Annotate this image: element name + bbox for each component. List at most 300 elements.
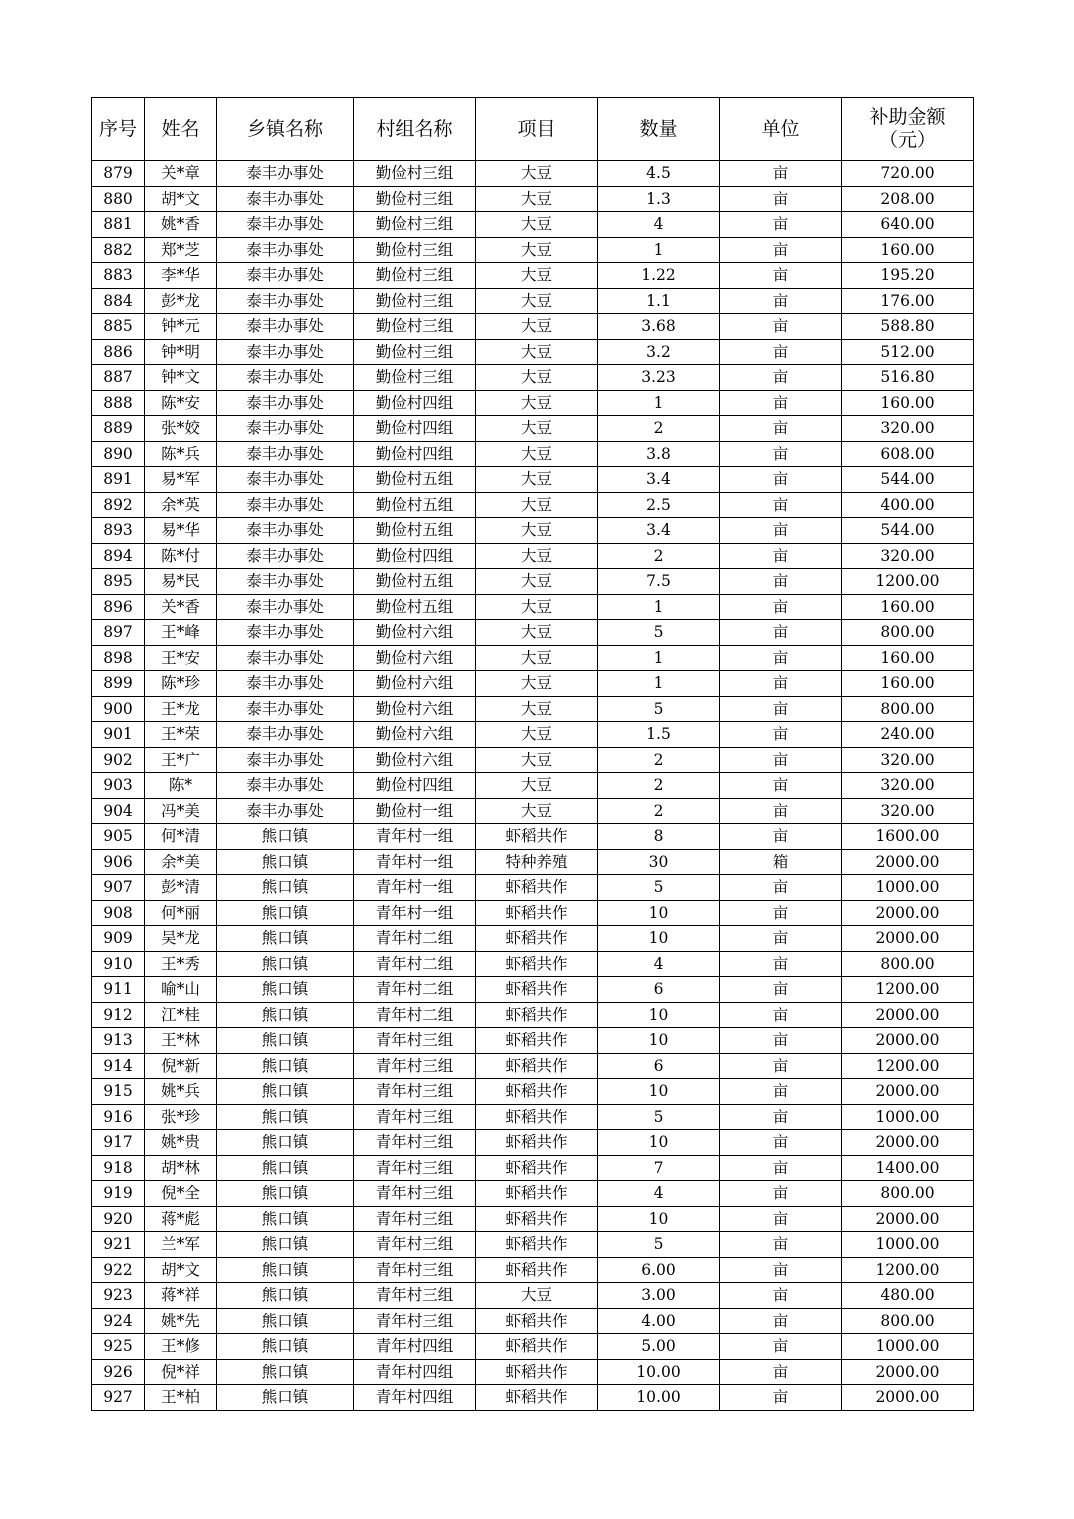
cell-name: 倪*祥 bbox=[145, 1359, 217, 1385]
cell-subsidy-amount: 2000.00 bbox=[842, 1130, 974, 1156]
cell-subsidy-amount: 640.00 bbox=[842, 212, 974, 238]
cell-subsidy-amount: 2000.00 bbox=[842, 900, 974, 926]
cell-township: 泰丰办事处 bbox=[217, 773, 354, 799]
cell-village-group: 勤俭村五组 bbox=[354, 594, 476, 620]
cell-project: 大豆 bbox=[476, 237, 598, 263]
cell-village-group: 青年村三组 bbox=[354, 1079, 476, 1105]
header-village-group: 村组名称 bbox=[354, 98, 476, 161]
cell-township: 熊口镇 bbox=[217, 900, 354, 926]
cell-subsidy-amount: 2000.00 bbox=[842, 1028, 974, 1054]
cell-name: 钟*元 bbox=[145, 314, 217, 340]
table-row bbox=[92, 977, 974, 1003]
table-row bbox=[92, 722, 974, 748]
cell-township: 泰丰办事处 bbox=[217, 365, 354, 391]
cell-quantity: 7 bbox=[598, 1155, 720, 1181]
cell-unit: 亩 bbox=[720, 492, 842, 518]
cell-unit: 亩 bbox=[720, 671, 842, 697]
table-row bbox=[92, 824, 974, 850]
cell-name: 王*龙 bbox=[145, 696, 217, 722]
cell-subsidy-amount: 800.00 bbox=[842, 1181, 974, 1207]
cell-village-group: 青年村一组 bbox=[354, 824, 476, 850]
cell-subsidy-amount: 320.00 bbox=[842, 798, 974, 824]
table-row bbox=[92, 161, 974, 187]
cell-name: 彭*清 bbox=[145, 875, 217, 901]
cell-unit: 亩 bbox=[720, 645, 842, 671]
cell-name: 陈*付 bbox=[145, 543, 217, 569]
cell-quantity: 10 bbox=[598, 1079, 720, 1105]
cell-project: 大豆 bbox=[476, 161, 598, 187]
cell-index: 882 bbox=[92, 237, 145, 263]
cell-project: 大豆 bbox=[476, 1283, 598, 1309]
cell-quantity: 4 bbox=[598, 1181, 720, 1207]
cell-township: 泰丰办事处 bbox=[217, 390, 354, 416]
cell-index: 890 bbox=[92, 441, 145, 467]
cell-name: 姚*贵 bbox=[145, 1130, 217, 1156]
table-row bbox=[92, 1257, 974, 1283]
cell-township: 泰丰办事处 bbox=[217, 747, 354, 773]
cell-unit: 亩 bbox=[720, 1283, 842, 1309]
cell-township: 熊口镇 bbox=[217, 926, 354, 952]
cell-index: 891 bbox=[92, 467, 145, 493]
cell-name: 陈*珍 bbox=[145, 671, 217, 697]
cell-name: 王*峰 bbox=[145, 620, 217, 646]
cell-village-group: 青年村三组 bbox=[354, 1308, 476, 1334]
cell-village-group: 勤俭村六组 bbox=[354, 671, 476, 697]
cell-quantity: 8 bbox=[598, 824, 720, 850]
cell-project: 虾稻共作 bbox=[476, 1130, 598, 1156]
cell-name: 吴*龙 bbox=[145, 926, 217, 952]
cell-village-group: 青年村三组 bbox=[354, 1130, 476, 1156]
cell-name: 陈*安 bbox=[145, 390, 217, 416]
cell-township: 泰丰办事处 bbox=[217, 237, 354, 263]
cell-unit: 亩 bbox=[720, 1385, 842, 1411]
cell-unit: 亩 bbox=[720, 773, 842, 799]
cell-village-group: 勤俭村六组 bbox=[354, 696, 476, 722]
cell-project: 虾稻共作 bbox=[476, 1206, 598, 1232]
cell-index: 914 bbox=[92, 1053, 145, 1079]
table-row bbox=[92, 773, 974, 799]
cell-village-group: 勤俭村六组 bbox=[354, 747, 476, 773]
cell-quantity: 1.1 bbox=[598, 288, 720, 314]
cell-unit: 亩 bbox=[720, 1053, 842, 1079]
cell-quantity: 1.22 bbox=[598, 263, 720, 289]
cell-village-group: 青年村四组 bbox=[354, 1385, 476, 1411]
cell-village-group: 勤俭村四组 bbox=[354, 416, 476, 442]
cell-name: 易*华 bbox=[145, 518, 217, 544]
cell-quantity: 10 bbox=[598, 1130, 720, 1156]
cell-unit: 亩 bbox=[720, 390, 842, 416]
cell-unit: 亩 bbox=[720, 467, 842, 493]
cell-subsidy-amount: 320.00 bbox=[842, 747, 974, 773]
cell-quantity: 3.8 bbox=[598, 441, 720, 467]
table-row bbox=[92, 645, 974, 671]
cell-village-group: 青年村二组 bbox=[354, 977, 476, 1003]
cell-project: 大豆 bbox=[476, 696, 598, 722]
cell-subsidy-amount: 176.00 bbox=[842, 288, 974, 314]
cell-project: 大豆 bbox=[476, 390, 598, 416]
cell-name: 张*姣 bbox=[145, 416, 217, 442]
cell-quantity: 3.4 bbox=[598, 467, 720, 493]
cell-name: 姚*兵 bbox=[145, 1079, 217, 1105]
table-row bbox=[92, 671, 974, 697]
cell-township: 熊口镇 bbox=[217, 1308, 354, 1334]
cell-project: 特种养殖 bbox=[476, 849, 598, 875]
cell-name: 钟*文 bbox=[145, 365, 217, 391]
table-row bbox=[92, 1206, 974, 1232]
cell-subsidy-amount: 160.00 bbox=[842, 237, 974, 263]
cell-unit: 亩 bbox=[720, 1079, 842, 1105]
cell-quantity: 3.23 bbox=[598, 365, 720, 391]
cell-project: 虾稻共作 bbox=[476, 1308, 598, 1334]
cell-village-group: 勤俭村五组 bbox=[354, 569, 476, 595]
cell-village-group: 勤俭村五组 bbox=[354, 518, 476, 544]
cell-quantity: 10 bbox=[598, 1002, 720, 1028]
table-row bbox=[92, 339, 974, 365]
cell-name: 倪*全 bbox=[145, 1181, 217, 1207]
table-row bbox=[92, 1181, 974, 1207]
cell-unit: 亩 bbox=[720, 543, 842, 569]
cell-quantity: 2 bbox=[598, 747, 720, 773]
cell-quantity: 4 bbox=[598, 951, 720, 977]
table-row bbox=[92, 314, 974, 340]
cell-quantity: 5 bbox=[598, 620, 720, 646]
cell-unit: 亩 bbox=[720, 1206, 842, 1232]
cell-quantity: 1 bbox=[598, 671, 720, 697]
cell-subsidy-amount: 160.00 bbox=[842, 645, 974, 671]
table-row bbox=[92, 237, 974, 263]
cell-name: 关*章 bbox=[145, 161, 217, 187]
table-row bbox=[92, 186, 974, 212]
cell-quantity: 5 bbox=[598, 696, 720, 722]
cell-name: 王*安 bbox=[145, 645, 217, 671]
cell-subsidy-amount: 720.00 bbox=[842, 161, 974, 187]
cell-project: 虾稻共作 bbox=[476, 1359, 598, 1385]
table-row bbox=[92, 1232, 974, 1258]
cell-project: 大豆 bbox=[476, 747, 598, 773]
cell-village-group: 勤俭村三组 bbox=[354, 339, 476, 365]
cell-index: 917 bbox=[92, 1130, 145, 1156]
cell-quantity: 4 bbox=[598, 212, 720, 238]
cell-village-group: 青年村四组 bbox=[354, 1334, 476, 1360]
cell-project: 大豆 bbox=[476, 798, 598, 824]
cell-quantity: 6 bbox=[598, 977, 720, 1003]
table-row bbox=[92, 951, 974, 977]
cell-township: 泰丰办事处 bbox=[217, 186, 354, 212]
cell-project: 大豆 bbox=[476, 722, 598, 748]
cell-township: 熊口镇 bbox=[217, 1283, 354, 1309]
cell-quantity: 30 bbox=[598, 849, 720, 875]
table-row bbox=[92, 1028, 974, 1054]
cell-project: 大豆 bbox=[476, 671, 598, 697]
cell-township: 熊口镇 bbox=[217, 1232, 354, 1258]
cell-subsidy-amount: 544.00 bbox=[842, 467, 974, 493]
cell-township: 泰丰办事处 bbox=[217, 314, 354, 340]
cell-unit: 亩 bbox=[720, 416, 842, 442]
cell-project: 大豆 bbox=[476, 518, 598, 544]
cell-index: 911 bbox=[92, 977, 145, 1003]
cell-project: 虾稻共作 bbox=[476, 1028, 598, 1054]
cell-village-group: 勤俭村六组 bbox=[354, 620, 476, 646]
cell-name: 余*英 bbox=[145, 492, 217, 518]
cell-township: 熊口镇 bbox=[217, 1257, 354, 1283]
cell-subsidy-amount: 1600.00 bbox=[842, 824, 974, 850]
cell-project: 虾稻共作 bbox=[476, 1053, 598, 1079]
cell-project: 大豆 bbox=[476, 492, 598, 518]
cell-index: 886 bbox=[92, 339, 145, 365]
cell-project: 虾稻共作 bbox=[476, 1079, 598, 1105]
cell-name: 何*清 bbox=[145, 824, 217, 850]
header-subsidy-amount bbox=[842, 98, 974, 161]
cell-township: 泰丰办事处 bbox=[217, 518, 354, 544]
cell-township: 泰丰办事处 bbox=[217, 722, 354, 748]
cell-project: 大豆 bbox=[476, 263, 598, 289]
table-row bbox=[92, 1283, 974, 1309]
cell-name: 王*柏 bbox=[145, 1385, 217, 1411]
table-row bbox=[92, 926, 974, 952]
cell-township: 泰丰办事处 bbox=[217, 288, 354, 314]
cell-unit: 亩 bbox=[720, 186, 842, 212]
cell-village-group: 青年村二组 bbox=[354, 926, 476, 952]
cell-township: 泰丰办事处 bbox=[217, 798, 354, 824]
cell-township: 熊口镇 bbox=[217, 875, 354, 901]
cell-quantity: 5 bbox=[598, 875, 720, 901]
table-row bbox=[92, 594, 974, 620]
cell-project: 大豆 bbox=[476, 314, 598, 340]
cell-unit: 亩 bbox=[720, 212, 842, 238]
cell-name: 喻*山 bbox=[145, 977, 217, 1003]
cell-index: 901 bbox=[92, 722, 145, 748]
table-row bbox=[92, 569, 974, 595]
cell-subsidy-amount: 2000.00 bbox=[842, 926, 974, 952]
cell-index: 884 bbox=[92, 288, 145, 314]
cell-subsidy-amount: 208.00 bbox=[842, 186, 974, 212]
cell-unit: 亩 bbox=[720, 1359, 842, 1385]
cell-township: 熊口镇 bbox=[217, 1028, 354, 1054]
cell-unit: 亩 bbox=[720, 722, 842, 748]
cell-project: 虾稻共作 bbox=[476, 875, 598, 901]
cell-quantity: 3.4 bbox=[598, 518, 720, 544]
cell-quantity: 10 bbox=[598, 1206, 720, 1232]
cell-unit: 亩 bbox=[720, 518, 842, 544]
cell-unit: 亩 bbox=[720, 1257, 842, 1283]
cell-quantity: 3.00 bbox=[598, 1283, 720, 1309]
cell-village-group: 勤俭村五组 bbox=[354, 492, 476, 518]
table-row bbox=[92, 1334, 974, 1360]
cell-project: 虾稻共作 bbox=[476, 1155, 598, 1181]
cell-village-group: 勤俭村三组 bbox=[354, 212, 476, 238]
table-row bbox=[92, 798, 974, 824]
cell-index: 921 bbox=[92, 1232, 145, 1258]
cell-project: 大豆 bbox=[476, 339, 598, 365]
cell-project: 大豆 bbox=[476, 620, 598, 646]
cell-unit: 亩 bbox=[720, 365, 842, 391]
cell-subsidy-amount: 1200.00 bbox=[842, 569, 974, 595]
cell-subsidy-amount: 1400.00 bbox=[842, 1155, 974, 1181]
cell-index: 888 bbox=[92, 390, 145, 416]
cell-index: 879 bbox=[92, 161, 145, 187]
cell-name: 王*修 bbox=[145, 1334, 217, 1360]
cell-subsidy-amount: 516.80 bbox=[842, 365, 974, 391]
cell-name: 郑*芝 bbox=[145, 237, 217, 263]
cell-index: 922 bbox=[92, 1257, 145, 1283]
cell-index: 920 bbox=[92, 1206, 145, 1232]
table-row bbox=[92, 1130, 974, 1156]
cell-quantity: 3.2 bbox=[598, 339, 720, 365]
cell-township: 泰丰办事处 bbox=[217, 441, 354, 467]
cell-village-group: 青年村四组 bbox=[354, 1359, 476, 1385]
cell-quantity: 1.5 bbox=[598, 722, 720, 748]
cell-name: 易*民 bbox=[145, 569, 217, 595]
cell-unit: 亩 bbox=[720, 263, 842, 289]
cell-index: 913 bbox=[92, 1028, 145, 1054]
cell-township: 熊口镇 bbox=[217, 1079, 354, 1105]
cell-name: 姚*先 bbox=[145, 1308, 217, 1334]
header-subsidy-label: 补助金额 bbox=[869, 106, 946, 128]
cell-name: 王*广 bbox=[145, 747, 217, 773]
cell-subsidy-amount: 800.00 bbox=[842, 696, 974, 722]
table-row bbox=[92, 900, 974, 926]
cell-quantity: 10 bbox=[598, 900, 720, 926]
cell-unit: 亩 bbox=[720, 1028, 842, 1054]
cell-township: 泰丰办事处 bbox=[217, 339, 354, 365]
cell-quantity: 10.00 bbox=[598, 1385, 720, 1411]
cell-quantity: 5 bbox=[598, 1232, 720, 1258]
cell-village-group: 青年村一组 bbox=[354, 849, 476, 875]
table-row bbox=[92, 696, 974, 722]
cell-unit: 亩 bbox=[720, 1308, 842, 1334]
cell-unit: 亩 bbox=[720, 620, 842, 646]
cell-village-group: 勤俭村一组 bbox=[354, 798, 476, 824]
header-quantity: 数量 bbox=[598, 98, 720, 161]
cell-quantity: 4.00 bbox=[598, 1308, 720, 1334]
cell-village-group: 勤俭村三组 bbox=[354, 237, 476, 263]
table-row bbox=[92, 288, 974, 314]
cell-village-group: 青年村三组 bbox=[354, 1104, 476, 1130]
cell-subsidy-amount: 512.00 bbox=[842, 339, 974, 365]
cell-township: 熊口镇 bbox=[217, 1334, 354, 1360]
cell-unit: 箱 bbox=[720, 849, 842, 875]
cell-index: 909 bbox=[92, 926, 145, 952]
table-row bbox=[92, 849, 974, 875]
cell-project: 大豆 bbox=[476, 594, 598, 620]
cell-index: 898 bbox=[92, 645, 145, 671]
cell-village-group: 青年村三组 bbox=[354, 1028, 476, 1054]
cell-subsidy-amount: 1000.00 bbox=[842, 1334, 974, 1360]
cell-village-group: 青年村三组 bbox=[354, 1206, 476, 1232]
cell-project: 虾稻共作 bbox=[476, 1002, 598, 1028]
cell-name: 兰*军 bbox=[145, 1232, 217, 1258]
cell-index: 903 bbox=[92, 773, 145, 799]
cell-subsidy-amount: 400.00 bbox=[842, 492, 974, 518]
cell-index: 885 bbox=[92, 314, 145, 340]
table-row bbox=[92, 620, 974, 646]
cell-name: 余*美 bbox=[145, 849, 217, 875]
cell-project: 大豆 bbox=[476, 645, 598, 671]
cell-name: 胡*林 bbox=[145, 1155, 217, 1181]
cell-name: 蒋*祥 bbox=[145, 1283, 217, 1309]
cell-township: 泰丰办事处 bbox=[217, 492, 354, 518]
cell-quantity: 1.3 bbox=[598, 186, 720, 212]
cell-township: 熊口镇 bbox=[217, 1104, 354, 1130]
cell-unit: 亩 bbox=[720, 1130, 842, 1156]
table-row bbox=[92, 1104, 974, 1130]
cell-village-group: 勤俭村五组 bbox=[354, 467, 476, 493]
cell-township: 泰丰办事处 bbox=[217, 416, 354, 442]
cell-index: 925 bbox=[92, 1334, 145, 1360]
cell-quantity: 10.00 bbox=[598, 1359, 720, 1385]
cell-project: 虾稻共作 bbox=[476, 1104, 598, 1130]
cell-project: 大豆 bbox=[476, 543, 598, 569]
cell-index: 905 bbox=[92, 824, 145, 850]
cell-index: 924 bbox=[92, 1308, 145, 1334]
cell-name: 陈*兵 bbox=[145, 441, 217, 467]
cell-quantity: 1 bbox=[598, 237, 720, 263]
cell-village-group: 青年村三组 bbox=[354, 1155, 476, 1181]
cell-quantity: 10 bbox=[598, 926, 720, 952]
cell-township: 泰丰办事处 bbox=[217, 467, 354, 493]
cell-index: 902 bbox=[92, 747, 145, 773]
cell-index: 881 bbox=[92, 212, 145, 238]
cell-unit: 亩 bbox=[720, 1104, 842, 1130]
cell-index: 900 bbox=[92, 696, 145, 722]
cell-index: 896 bbox=[92, 594, 145, 620]
table-row bbox=[92, 1079, 974, 1105]
cell-unit: 亩 bbox=[720, 951, 842, 977]
cell-village-group: 勤俭村三组 bbox=[354, 161, 476, 187]
cell-unit: 亩 bbox=[720, 900, 842, 926]
cell-index: 919 bbox=[92, 1181, 145, 1207]
cell-village-group: 勤俭村四组 bbox=[354, 543, 476, 569]
cell-name: 关*香 bbox=[145, 594, 217, 620]
cell-name: 易*军 bbox=[145, 467, 217, 493]
cell-index: 880 bbox=[92, 186, 145, 212]
cell-project: 大豆 bbox=[476, 365, 598, 391]
cell-project: 虾稻共作 bbox=[476, 1334, 598, 1360]
cell-index: 893 bbox=[92, 518, 145, 544]
cell-township: 熊口镇 bbox=[217, 1206, 354, 1232]
cell-index: 887 bbox=[92, 365, 145, 391]
cell-unit: 亩 bbox=[720, 1181, 842, 1207]
cell-project: 大豆 bbox=[476, 212, 598, 238]
cell-village-group: 青年村二组 bbox=[354, 1002, 476, 1028]
cell-index: 883 bbox=[92, 263, 145, 289]
cell-quantity: 6.00 bbox=[598, 1257, 720, 1283]
cell-quantity: 3.68 bbox=[598, 314, 720, 340]
table-row bbox=[92, 365, 974, 391]
cell-township: 泰丰办事处 bbox=[217, 543, 354, 569]
table-row bbox=[92, 747, 974, 773]
cell-name: 王*秀 bbox=[145, 951, 217, 977]
cell-subsidy-amount: 160.00 bbox=[842, 671, 974, 697]
header-name: 姓名 bbox=[145, 98, 217, 161]
cell-name: 王*林 bbox=[145, 1028, 217, 1054]
header-unit: 单位 bbox=[720, 98, 842, 161]
cell-unit: 亩 bbox=[720, 1002, 842, 1028]
cell-index: 899 bbox=[92, 671, 145, 697]
cell-quantity: 1 bbox=[598, 645, 720, 671]
table-row bbox=[92, 518, 974, 544]
cell-quantity: 7.5 bbox=[598, 569, 720, 595]
cell-subsidy-amount: 240.00 bbox=[842, 722, 974, 748]
cell-village-group: 青年村一组 bbox=[354, 900, 476, 926]
cell-index: 908 bbox=[92, 900, 145, 926]
table-row bbox=[92, 441, 974, 467]
cell-project: 虾稻共作 bbox=[476, 977, 598, 1003]
header-subsidy-unit: （元） bbox=[878, 129, 936, 151]
cell-township: 熊口镇 bbox=[217, 951, 354, 977]
cell-quantity: 2 bbox=[598, 416, 720, 442]
cell-index: 916 bbox=[92, 1104, 145, 1130]
